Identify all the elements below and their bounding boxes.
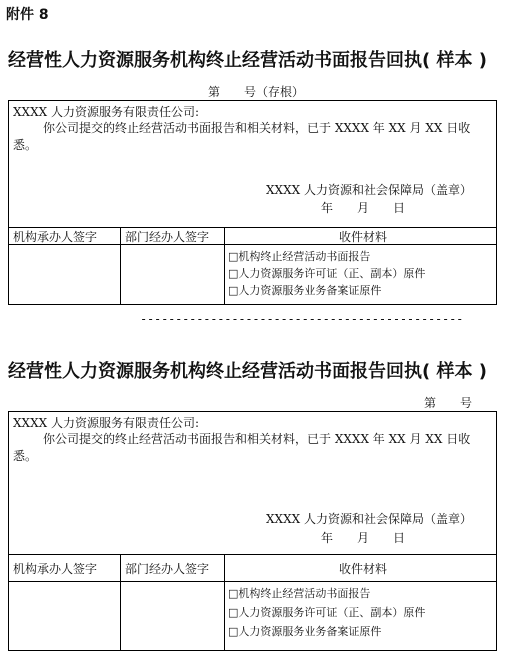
receipt-title-stub: 经营性人力资源服务机构终止经营活动书面报告回执( 样本 ) [8, 50, 487, 71]
attachment-label: 附件 8 [6, 7, 49, 23]
table-top-rule [9, 554, 496, 555]
material-checkbox-item: □人力资源服务许可证（正、副本）原件 [228, 267, 426, 280]
column-divider [224, 554, 225, 650]
column-divider [120, 554, 121, 650]
receipt-title: 经营性人力资源服务机构终止经营活动书面报告回执( 样本 ) [8, 361, 487, 382]
addressee: XXXX 人力资源服务有限责任公司: [13, 105, 200, 119]
addressee: XXXX 人力资源服务有限责任公司: [13, 416, 200, 430]
issuing-authority: XXXX 人力资源和社会保障局（盖章） [266, 512, 472, 526]
number-line: 第 号 [424, 396, 473, 410]
header-materials: 收件材料 [339, 562, 388, 576]
table-header-rule [9, 581, 496, 582]
header-dept-signature: 部门经办人签字 [125, 230, 210, 244]
column-divider [224, 227, 225, 304]
issuing-authority: XXXX 人力资源和社会保障局（盖章） [266, 183, 472, 197]
receipt-box-stub [8, 100, 497, 305]
receipt-body-text: 你公司提交的终止经营活动书面报告和相关材料，已于 XXXX 年 XX 月 XX 日收悉。 [13, 121, 471, 152]
header-materials: 收件材料 [339, 230, 388, 244]
header-handler-signature: 机构承办人签字 [13, 230, 98, 244]
column-divider [120, 227, 121, 304]
cut-line: ---------------------------------------------- [140, 312, 464, 326]
issue-date: 年 月 日 [321, 201, 406, 215]
header-handler-signature: 机构承办人签字 [13, 562, 98, 576]
material-checkbox-item: □人力资源服务业务备案证原件 [228, 284, 382, 297]
material-checkbox-item: □机构终止经营活动书面报告 [228, 587, 371, 600]
material-checkbox-item: □人力资源服务业务备案证原件 [228, 625, 382, 638]
number-line-stub: 第 号（存根） [208, 85, 305, 99]
material-checkbox-item: □机构终止经营活动书面报告 [228, 250, 371, 263]
issue-date: 年 月 日 [321, 531, 406, 545]
receipt-body-text: 你公司提交的终止经营活动书面报告和相关材料，已于 XXXX 年 XX 月 XX 日收悉。 [13, 432, 471, 463]
header-dept-signature: 部门经办人签字 [125, 562, 210, 576]
receipt-box [8, 411, 497, 651]
material-checkbox-item: □人力资源服务许可证（正、副本）原件 [228, 606, 426, 619]
